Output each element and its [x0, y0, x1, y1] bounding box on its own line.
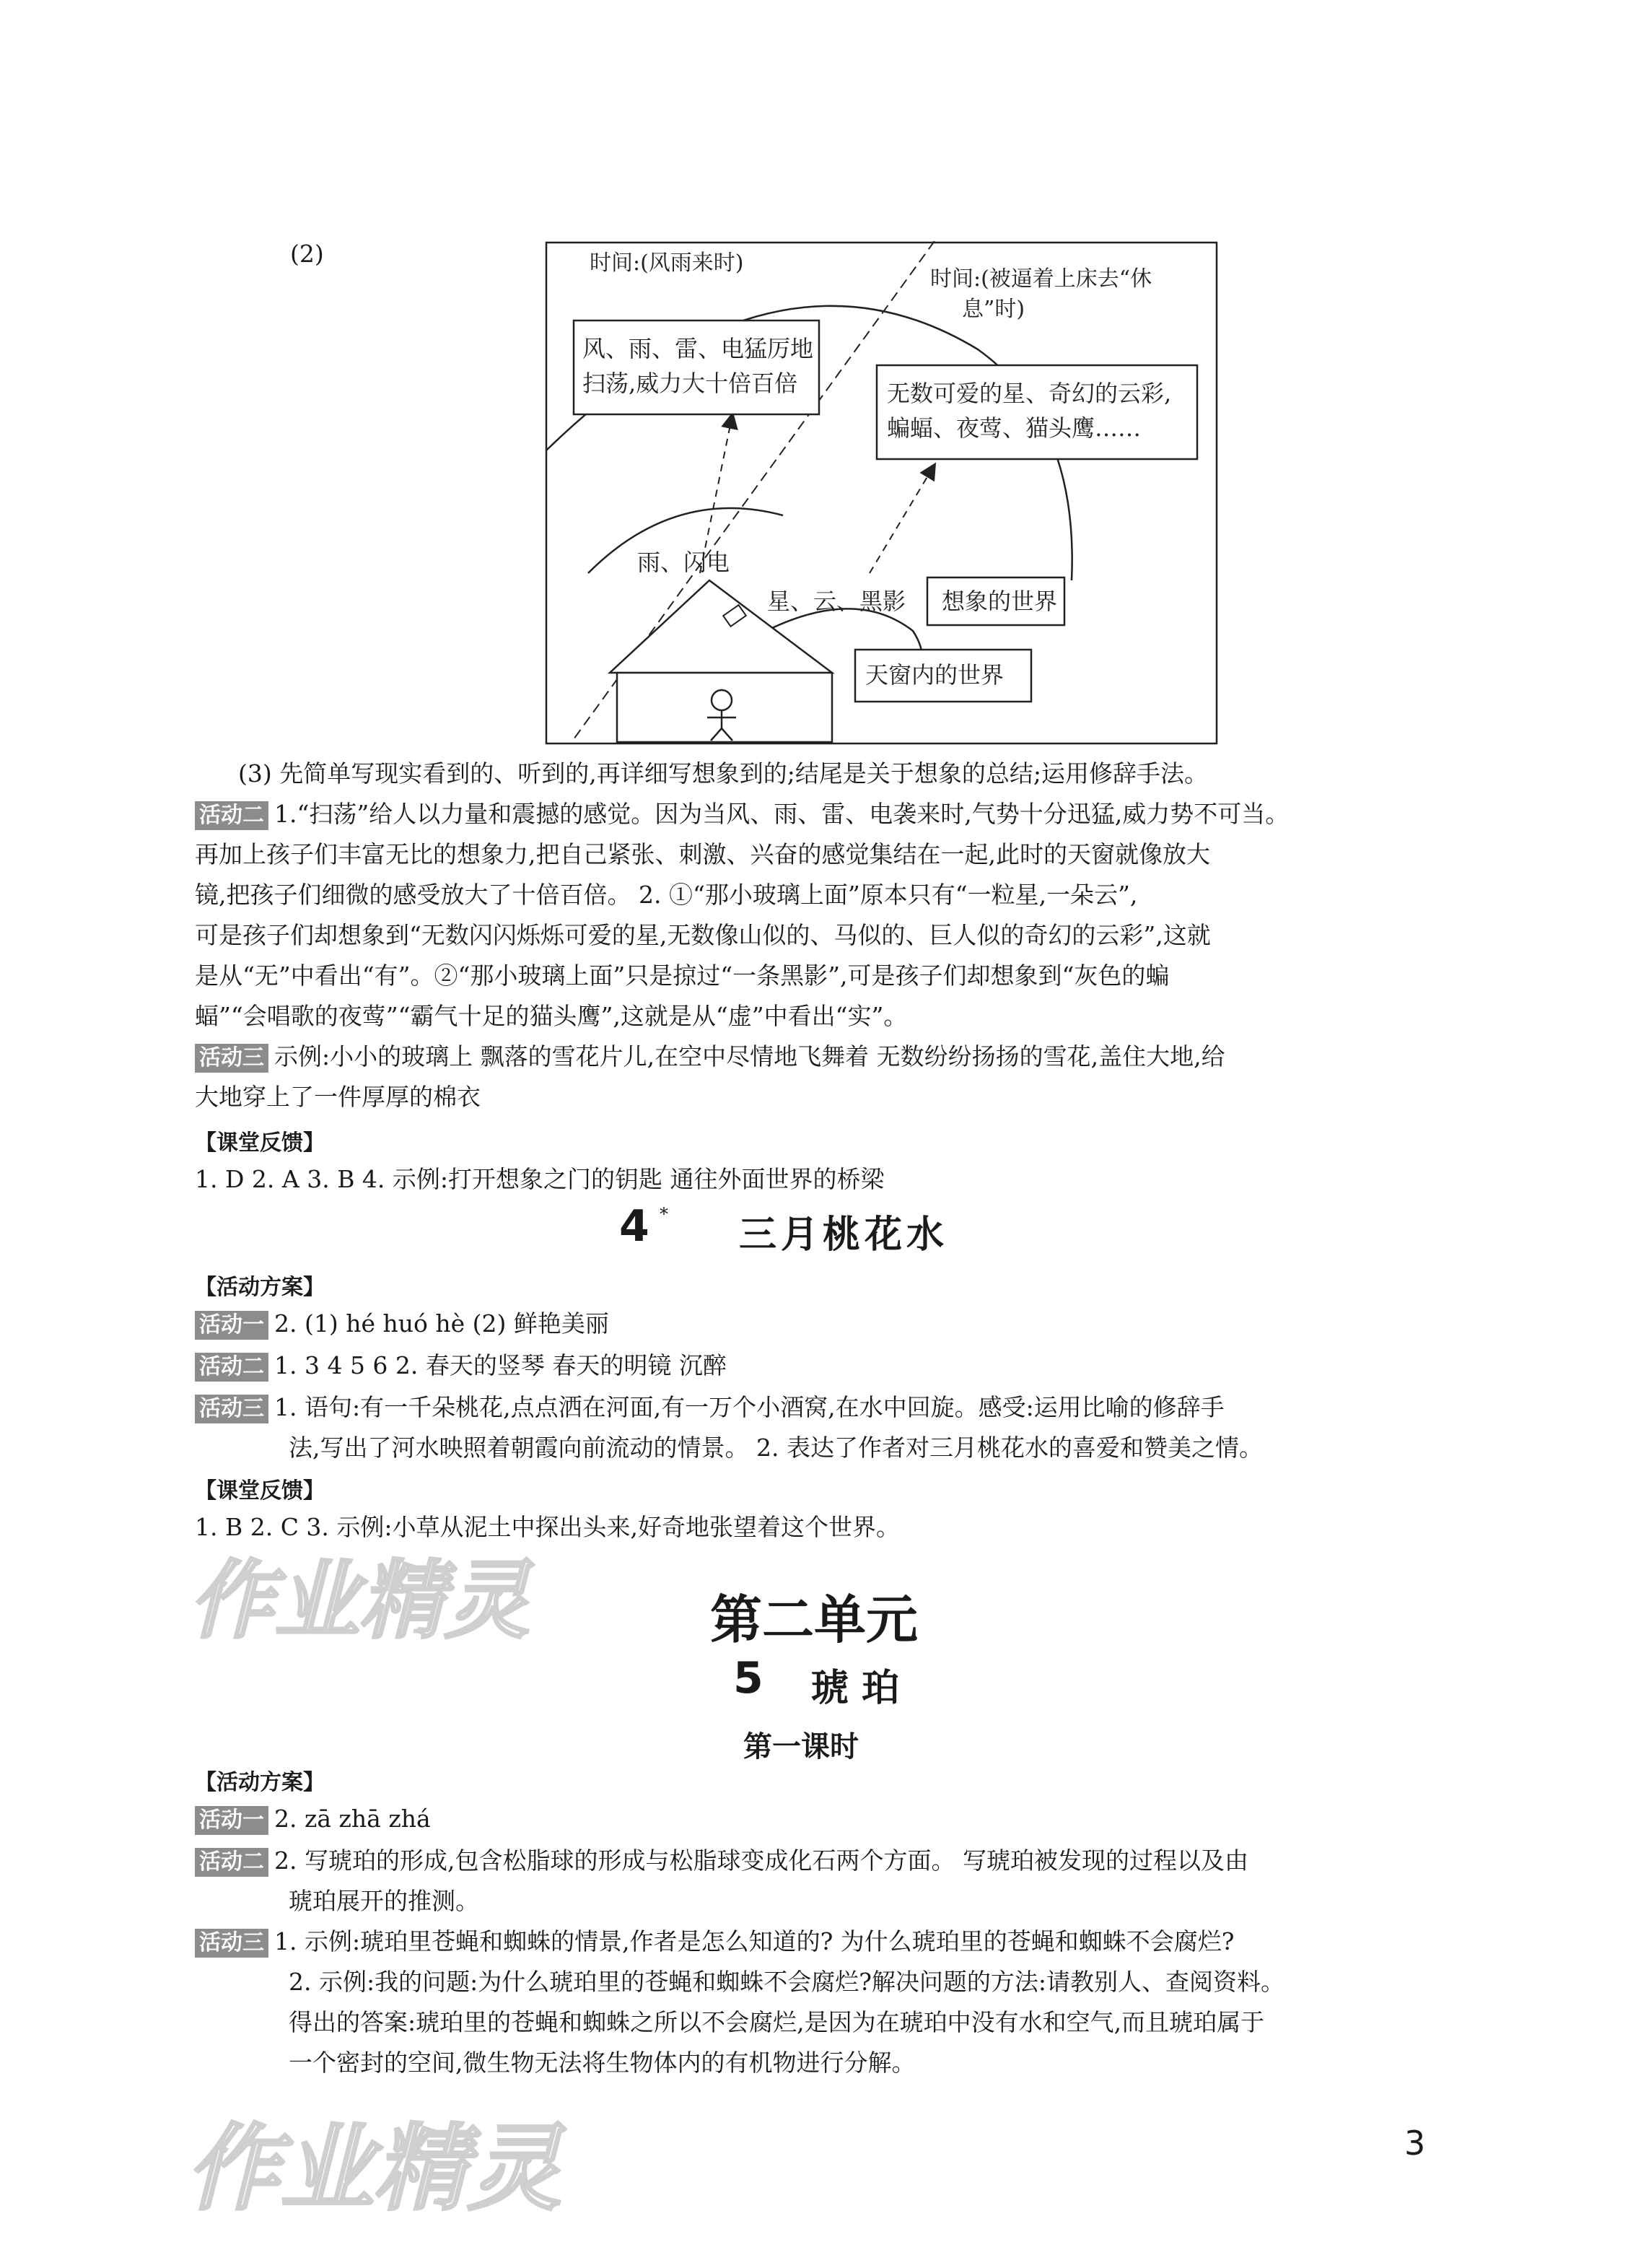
l5-act3-text1: 1. 示例:琥珀里苍蝇和蜘蛛的情景,作者是怎么知道的? 为什么琥珀里的苍蝇和蜘蛛不会腐烂?	[274, 1927, 1235, 1955]
diagram-box2b: 蝙蝠、夜莺、猫头鹰……	[887, 414, 1142, 442]
diagram-time1: 时间:(风雨来时)	[590, 250, 744, 276]
diagram-window: 天窗内的世界	[865, 661, 1005, 689]
l5-act3-tag: 活动三	[195, 1929, 268, 1958]
l4-act2-text: 1. 3 4 5 6 2. 春天的竖琴 春天的明镜 沉醉	[274, 1351, 727, 1379]
feedback1-answers: 1. D 2. A 3. B 4. 示例:打开想象之门的钥匙 通往外面世界的桥梁	[195, 1165, 885, 1193]
plan2-heading: 【活动方案】	[195, 1275, 325, 1300]
l5-act3-line3: 得出的答案:琥珀里的苍蝇和蜘蛛之所以不会腐烂,是因为在琥珀中没有水和空气,而且琥珀属于	[289, 2008, 1265, 2036]
diagram-stars: 星、云、黑影	[767, 588, 906, 615]
watermark-top: 作业精灵	[189, 1550, 530, 1650]
act2-line4: 可是孩子们却想象到“无数闪闪烁烁可爱的星,无数像山似的、马似的、巨人似的奇幻的云彩”,这就	[195, 921, 1211, 949]
act3-text1: 示例:小小的玻璃上 飘落的雪花片儿,在空中尽情地飞舞着 无数纷纷扬扬的雪花,盖住大地,给	[274, 1042, 1225, 1070]
diagram-time2a: 时间:(被逼着上床去“休	[930, 266, 1152, 292]
period-title: 第一课时	[743, 1730, 859, 1763]
l5-act3-line2: 2. 示例:我的问题:为什么琥珀里的苍蝇和蜘蛛不会腐烂?解决问题的方法:请教别人、查阅资料。	[289, 1968, 1285, 1996]
l5-act1	[195, 1803, 431, 1835]
act2-line2: 再加上孩子们丰富无比的想象力,把自己紧张、刺激、兴奋的感觉集结在一起,此时的天窗就像放大	[195, 840, 1210, 868]
l4-act1-text: 2. (1) hé huó hè (2) 鲜艳美丽	[274, 1309, 609, 1338]
l4-act3-tag: 活动三	[195, 1395, 268, 1423]
lesson4-number: 4	[619, 1201, 649, 1252]
page-number: 3	[1404, 2124, 1426, 2163]
l4-act3-text1: 1. 语句:有一千朵桃花,点点洒在河面,有一万个小酒窝,在水中回旋。感受:运用比喻的修辞手	[274, 1393, 1225, 1421]
feedback2-heading: 【课堂反馈】	[195, 1478, 325, 1504]
diagram-box1b: 扫荡,威力大十倍百倍	[582, 370, 798, 397]
imagination-diagram	[545, 241, 1220, 746]
feedback2-answers: 1. B 2. C 3. 示例:小草从泥土中探出头来,好奇地张望着这个世界。	[195, 1513, 901, 1541]
l5-act3-line4: 一个密封的空间,微生物无法将生物体内的有机物进行分解。	[289, 2049, 916, 2077]
watermark-bottom: 作业精灵	[186, 2114, 562, 2223]
l4-act2-tag: 活动二	[195, 1353, 268, 1382]
act3-line1	[195, 1041, 1225, 1073]
diagram-box1a: 风、雨、雷、电猛厉地	[582, 335, 814, 362]
l5-act2-tag: 活动二	[195, 1848, 268, 1877]
lesson5-number: 5	[733, 1653, 763, 1704]
l5-act2-line1	[195, 1845, 1248, 1877]
l5-act1-tag: 活动一	[195, 1806, 268, 1835]
act3-tag: 活动三	[195, 1044, 268, 1073]
act2-text1: 1.“扫荡”给人以力量和震撼的感觉。因为当风、雨、雷、电袭来时,气势十分迅猛,威力势不可当。	[274, 800, 1290, 828]
act3-line2: 大地穿上了一件厚厚的棉衣	[195, 1083, 481, 1111]
act2-line3: 镜,把孩子们细微的感受放大了十倍百倍。 2. ①“那小玻璃上面”原本只有“一粒星,一朵云”,	[195, 881, 1138, 909]
act2-line1	[195, 798, 1289, 830]
act2-line6: 蝠”“会唱歌的夜莺”“霸气十足的猫头鹰”,这就是从“虚”中看出“实”。	[195, 1002, 908, 1030]
lesson4-title: 三月桃花水	[739, 1213, 949, 1257]
diagram-imag: 想象的世界	[942, 588, 1058, 615]
l4-act1-tag: 活动一	[195, 1311, 268, 1340]
lesson4-star: *	[660, 1204, 668, 1224]
l5-act2-text1: 2. 写琥珀的形成,包含松脂球的形成与松脂球变成化石两个方面。 写琥珀被发现的过程以及由	[274, 1846, 1248, 1875]
plan3-heading: 【活动方案】	[195, 1770, 325, 1795]
l5-act3-line1	[195, 1926, 1234, 1958]
diagram-box2a: 无数可爱的星、奇幻的云彩,	[887, 380, 1172, 407]
part3-text: (3) 先简单写现实看到的、听到的,再详细写想象到的;结尾是关于想象的总结;运用修辞手法。	[238, 759, 1208, 788]
diagram-rain: 雨、闪电	[637, 549, 730, 576]
arrow-stars	[870, 465, 935, 573]
l4-act3-line1	[195, 1392, 1225, 1423]
feedback1-heading: 【课堂反馈】	[195, 1130, 325, 1156]
act2-tag: 活动二	[195, 801, 268, 830]
part2-label: (2)	[290, 240, 324, 268]
diagram-time2b: 息”时)	[962, 297, 1025, 322]
l4-act3-line2: 法,写出了河水映照着朝霞向前流动的情景。 2. 表达了作者对三月桃花水的喜爱和赞美之情。	[289, 1434, 1263, 1462]
l4-act1	[195, 1308, 609, 1340]
lesson5-title: 琥 珀	[811, 1667, 900, 1710]
l5-act2-line2: 琥珀展开的推测。	[289, 1887, 479, 1915]
l5-act1-text: 2. zā zhā zhá	[274, 1805, 431, 1833]
l4-act2	[195, 1350, 727, 1382]
act2-line5: 是从“无”中看出“有”。②“那小玻璃上面”只是掠过“一条黑影”,可是孩子们却想象到“灰色的蝙	[195, 961, 1170, 990]
unit-title: 第二单元	[710, 1589, 919, 1650]
